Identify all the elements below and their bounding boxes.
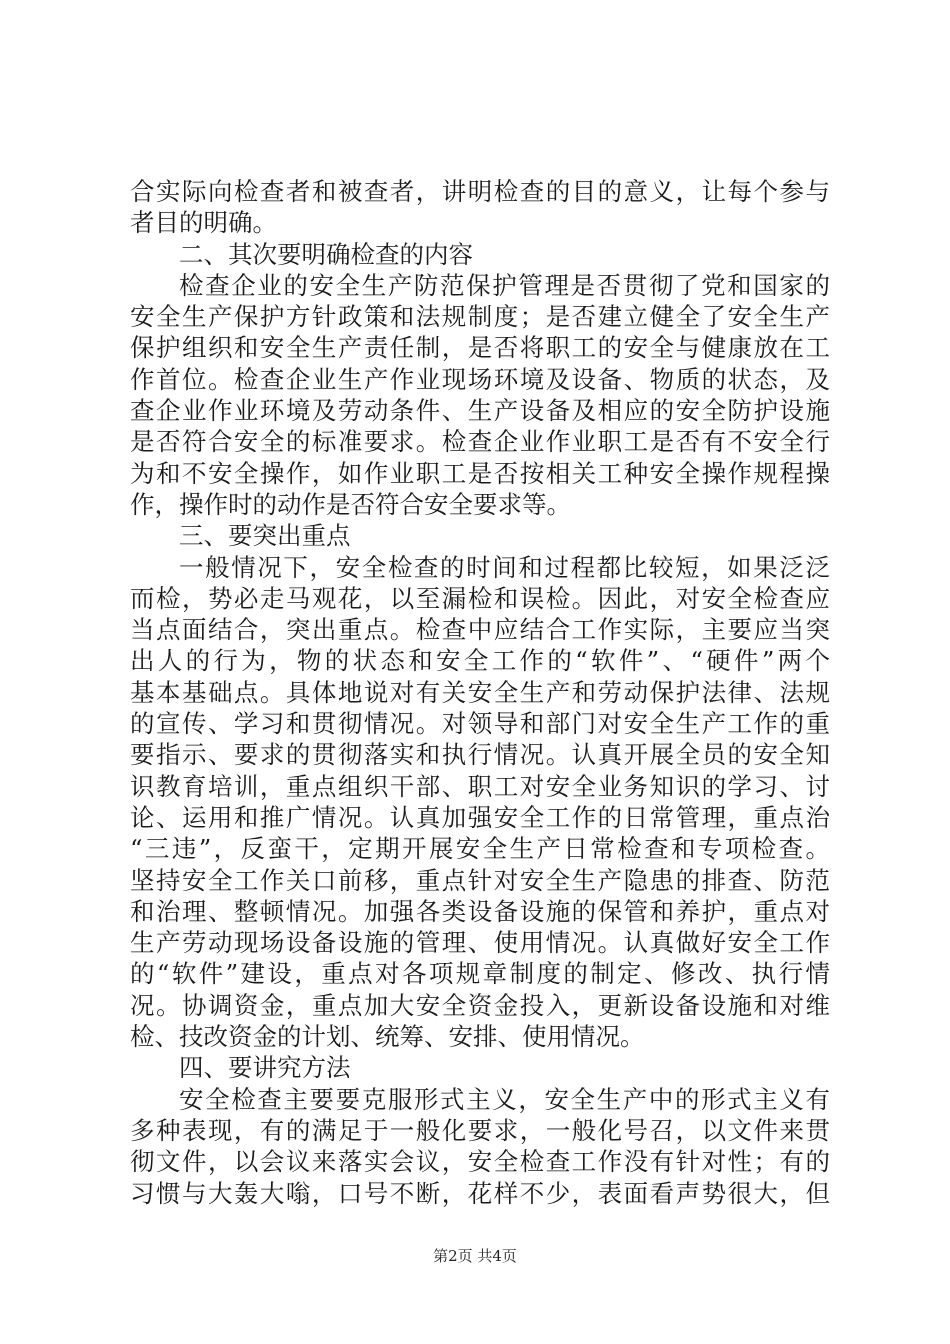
section-heading: 四、要讲究方法 xyxy=(179,1053,351,1083)
text-line: 要指示、要求的贯彻落实和执行情况。认真开展全员的安全知 xyxy=(130,740,830,770)
section-heading: 二、其次要明确检查的内容 xyxy=(179,239,473,269)
paragraph-first-line: 检查企业的安全生产防范保护管理是否贯彻了党和国家的 xyxy=(179,270,830,300)
text-line: 为和不安全操作，如作业职工是否按相关工种安全操作规程操 xyxy=(130,458,830,488)
text-line: 的“软件”建设，重点对各项规章制度的制定、修改、执行情 xyxy=(130,959,830,989)
text-line: 论、运用和推广情况。认真加强安全工作的日常管理，重点治 xyxy=(130,802,830,832)
paragraph-end-line: 者目的明确。 xyxy=(130,208,277,238)
text-line: 习惯与大轰大嗡，口号不断，花样不少，表面看声势很大，但 xyxy=(130,1178,830,1208)
document-body xyxy=(130,176,830,1209)
text-line: 基本基础点。具体地说对有关安全生产和劳动保护法律、法规 xyxy=(130,677,830,707)
text-line: 的宣传、学习和贯彻情况。对领导和部门对安全生产工作的重 xyxy=(130,709,830,739)
text-line: 生产劳动现场设备设施的管理、使用情况。认真做好安全工作 xyxy=(130,928,830,958)
text-line: 作首位。检查企业生产作业现场环境及设备、物质的状态，及 xyxy=(130,364,830,394)
text-line: 识教育培训，重点组织干部、职工对安全业务知识的学习、讨 xyxy=(130,771,830,801)
text-line: 出人的行为，物的状态和安全工作的“软件”、“硬件”两个 xyxy=(130,646,830,676)
text-line: 是否符合安全的标准要求。检查企业作业职工是否有不安全行 xyxy=(130,427,830,457)
text-line: 况。协调资金，重点加大安全资金投入，更新设备设施和对维 xyxy=(130,990,830,1020)
text-line: “三违”，反蛮干，定期开展安全生产日常检查和专项检查。 xyxy=(130,834,830,864)
text-line: 安全生产保护方针政策和法规制度；是否建立健全了安全生产 xyxy=(130,302,830,332)
paragraph-first-line: 安全检查主要要克服形式主义，安全生产中的形式主义有 xyxy=(179,1084,830,1114)
text-line: 坚持安全工作关口前移，重点针对安全生产隐患的排查、防范 xyxy=(130,865,830,895)
text-line: 合实际向检查者和被查者，讲明检查的目的意义，让每个参与 xyxy=(130,177,830,206)
text-line: 当点面结合，突出重点。检查中应结合工作实际，主要应当突 xyxy=(130,615,830,645)
text-line: 和治理、整顿情况。加强各类设备设施的保管和养护，重点对 xyxy=(130,896,830,926)
text-line: 多种表现，有的满足于一般化要求，一般化号召，以文件来贯 xyxy=(130,1115,830,1145)
paragraph-end-line: 检、技改资金的计划、统筹、安排、使用情况。 xyxy=(130,1022,645,1052)
text-line: 而检，势必走马观花，以至漏检和误检。因此，对安全检查应 xyxy=(130,583,830,613)
paragraph-first-line: 一般情况下，安全检查的时间和过程都比较短，如果泛泛 xyxy=(179,552,830,582)
text-line: 彻文件，以会议来落实会议，安全检查工作没有针对性；有的 xyxy=(130,1147,830,1177)
text-line: 查企业作业环境及劳动条件、生产设备及相应的安全防护设施 xyxy=(130,396,830,426)
section-heading: 三、要突出重点 xyxy=(179,521,351,551)
text-line: 保护组织和安全生产责任制，是否将职工的安全与健康放在工 xyxy=(130,333,830,363)
page-footer: 第2页 共4页 xyxy=(433,1247,517,1265)
paragraph-end-line: 作，操作时的动作是否符合安全要求等。 xyxy=(130,489,571,519)
